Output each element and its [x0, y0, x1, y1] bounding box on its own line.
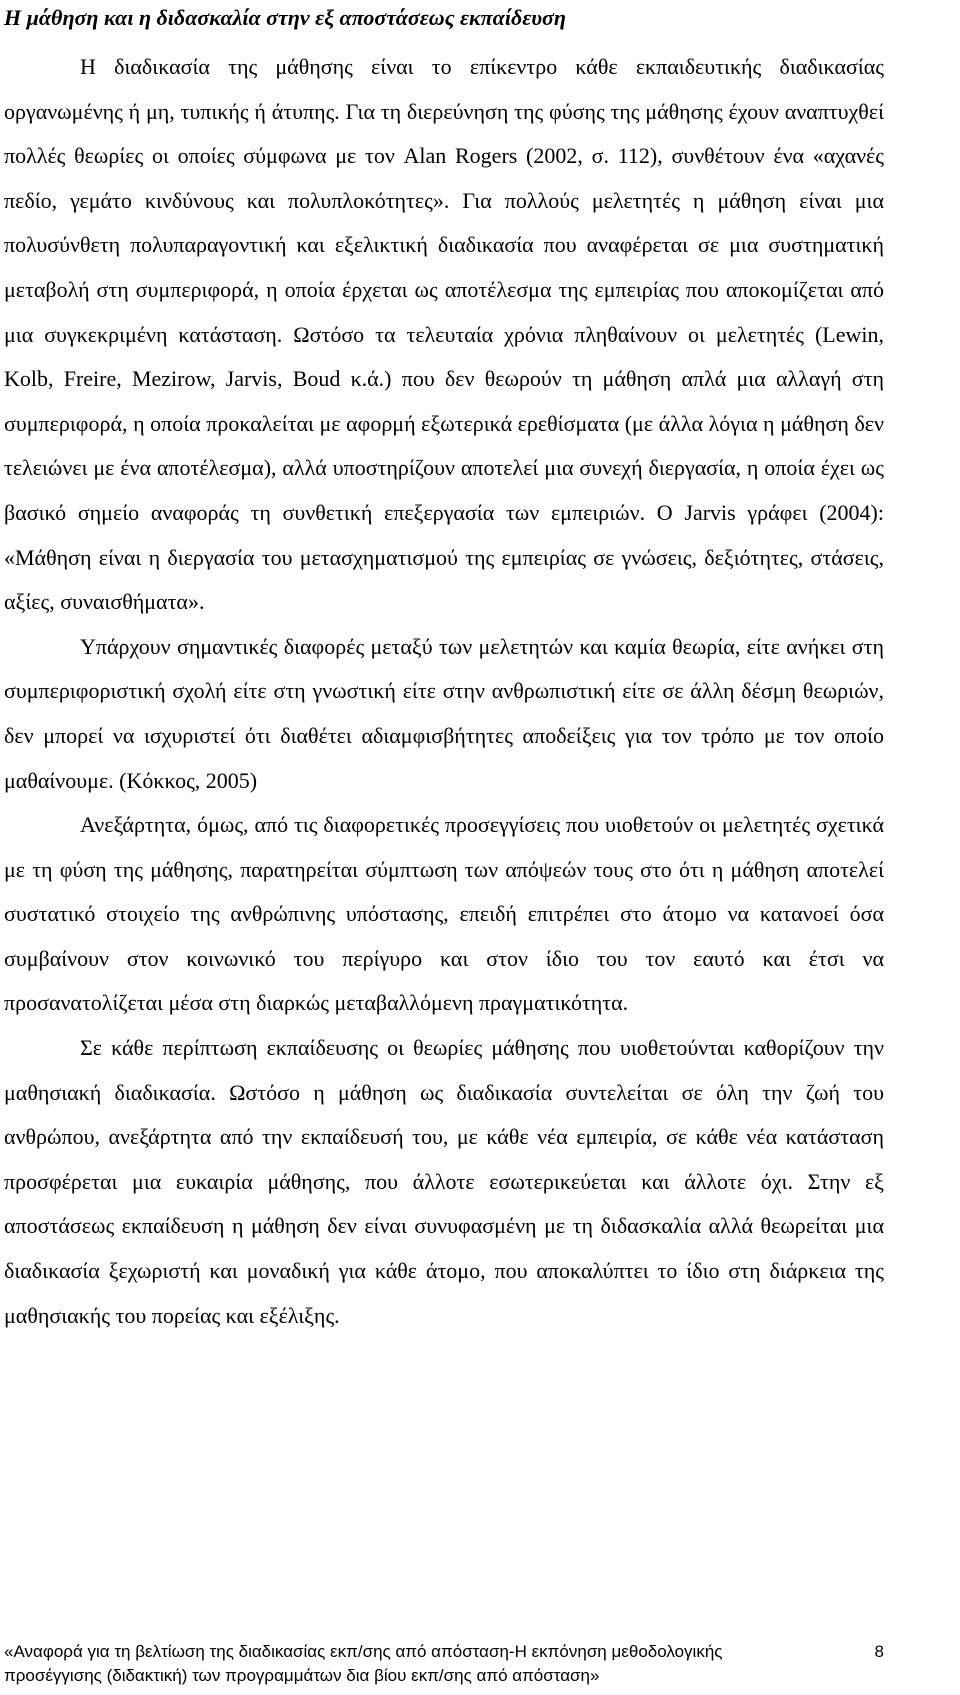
paragraph: Σε κάθε περίπτωση εκπαίδευσης οι θεωρίες μάθησης που υιοθετούνται καθορίζουν την μαθησιακή διαδικασία. Ωστόσο η μάθηση ως διαδικασία συντελείται σε όλη την ζωή του ανθρώπου, ανεξάρτητα από την εκπαίδευσή του, με κάθε νέα εμπειρία, σε κάθε νέα κατάσταση προσφέρεται μια ευκαιρία μάθησης, που άλλοτε εσωτερικεύεται και άλλοτε όχι. Στην εξ αποστάσεως εκπαίδευση η μάθηση δεν είναι συνυφασμένη με τη διδασκαλία αλλά θεωρείται μια διαδικασία ξεχωριστή και μοναδική για κάθε άτομο, που αποκαλύπτει το ίδιο στη διάρκεια της μαθησιακής του πορείας και εξέλιξης.	[4, 1035, 884, 1328]
body-text	[4, 45, 884, 1338]
paragraph: Ανεξάρτητα, όμως, από τις διαφορετικές προσεγγίσεις που υιοθετούν οι μελετητές σχετικά με τη φύση της μάθησης, παρατηρείται σύμπτωση των απόψεών τους στο ότι η μάθηση αποτελεί συστατικό στοιχείο της ανθρώπινης υπόστασης, επειδή επιτρέπει στο άτομο να κατανοεί όσα συμβαίνουν στον κοινωνικό του περίγυρο και στον ίδιο του τον εαυτό και έτσι να προσανατολίζεται μέσα στη διαρκώς μεταβαλλόμενη πραγματικότητα.	[4, 812, 884, 1016]
footer-title-line: «Αναφορά για τη βελτίωση της διαδικασίας εκπ/σης από απόσταση-Η εκπόνηση μεθοδολογικής	[4, 1642, 723, 1661]
page-footer	[4, 1640, 884, 1688]
page-number: 8	[874, 1642, 884, 1661]
paragraph: Υπάρχουν σημαντικές διαφορές μεταξύ των μελετητών και καμία θεωρία, είτε ανήκει στη συμπεριφοριστική σχολή είτε στη γνωστική είτε στην ανθρωπιστική είτε σε άλλη δέσμη θεωριών, δεν μπορεί να ισχυριστεί ότι διαθέτει αδιαμφισβήτητες αποδείξεις για τον τρόπο με τον οποίο μαθαίνουμε. (Κόκκος, 2005)	[4, 633, 884, 793]
paragraph: Η διαδικασία της μάθησης είναι το επίκεντρο κάθε εκπαιδευτικής διαδικασίας οργανωμένης ή μη, τυπικής ή άτυπης. Για τη διερεύνηση της φύσης της μάθησης έχουν αναπτυχθεί πολλές θεωρίες οι οποίες σύμφωνα με τον Alan Rogers (2002, σ. 112), συνθέτουν ένα «αχανές πεδίο, γεμάτο κινδύνους και πολυπλοκότητες». Για πολλούς μελετητές η μάθηση είναι μια πολυσύνθετη πολυπαραγοντική και εξελικτική διαδικασία που αναφέρεται σε μια συστηματική μεταβολή στη συμπεριφορά, η οποία έρχεται ως αποτέλεσμα της εμπειρίας που αποκομίζεται από μια συγκεκριμένη κατάσταση. Ωστόσο τα τελευταία χρόνια πληθαίνουν οι μελετητές (Lewin, Kolb, Freire, Mezirow, Jarvis, Boud κ.ά.) που δεν θεωρούν τη μάθηση απλά μια αλλαγή στη συμπεριφορά, η οποία προκαλείται με αφορμή εξωτερικά ερεθίσματα (με άλλα λόγια η μάθηση δεν τελειώνει με ένα αποτέλεσμα), αλλά υποστηρίζουν αποτελεί μια συνεχή διεργασία, η οποία έχει ως βασικό σημείο αναφοράς τη συνθετική επεξεργασία των εμπειριών. Ο Jarvis γράφει (2004): «Μάθηση είναι η διεργασία του μετασχηματισμού της εμπειρίας σε γνώσεις, δεξιότητες, στάσεις, αξίες, συναισθήματα».	[4, 54, 884, 615]
section-heading: Η μάθηση και η διδασκαλία στην εξ αποστάσεως εκπαίδευση	[4, 5, 566, 30]
footer-title-line: προσέγγισης (διδακτική) των προγραμμάτων δια βίου εκπ/σης από απόσταση»	[4, 1666, 600, 1685]
